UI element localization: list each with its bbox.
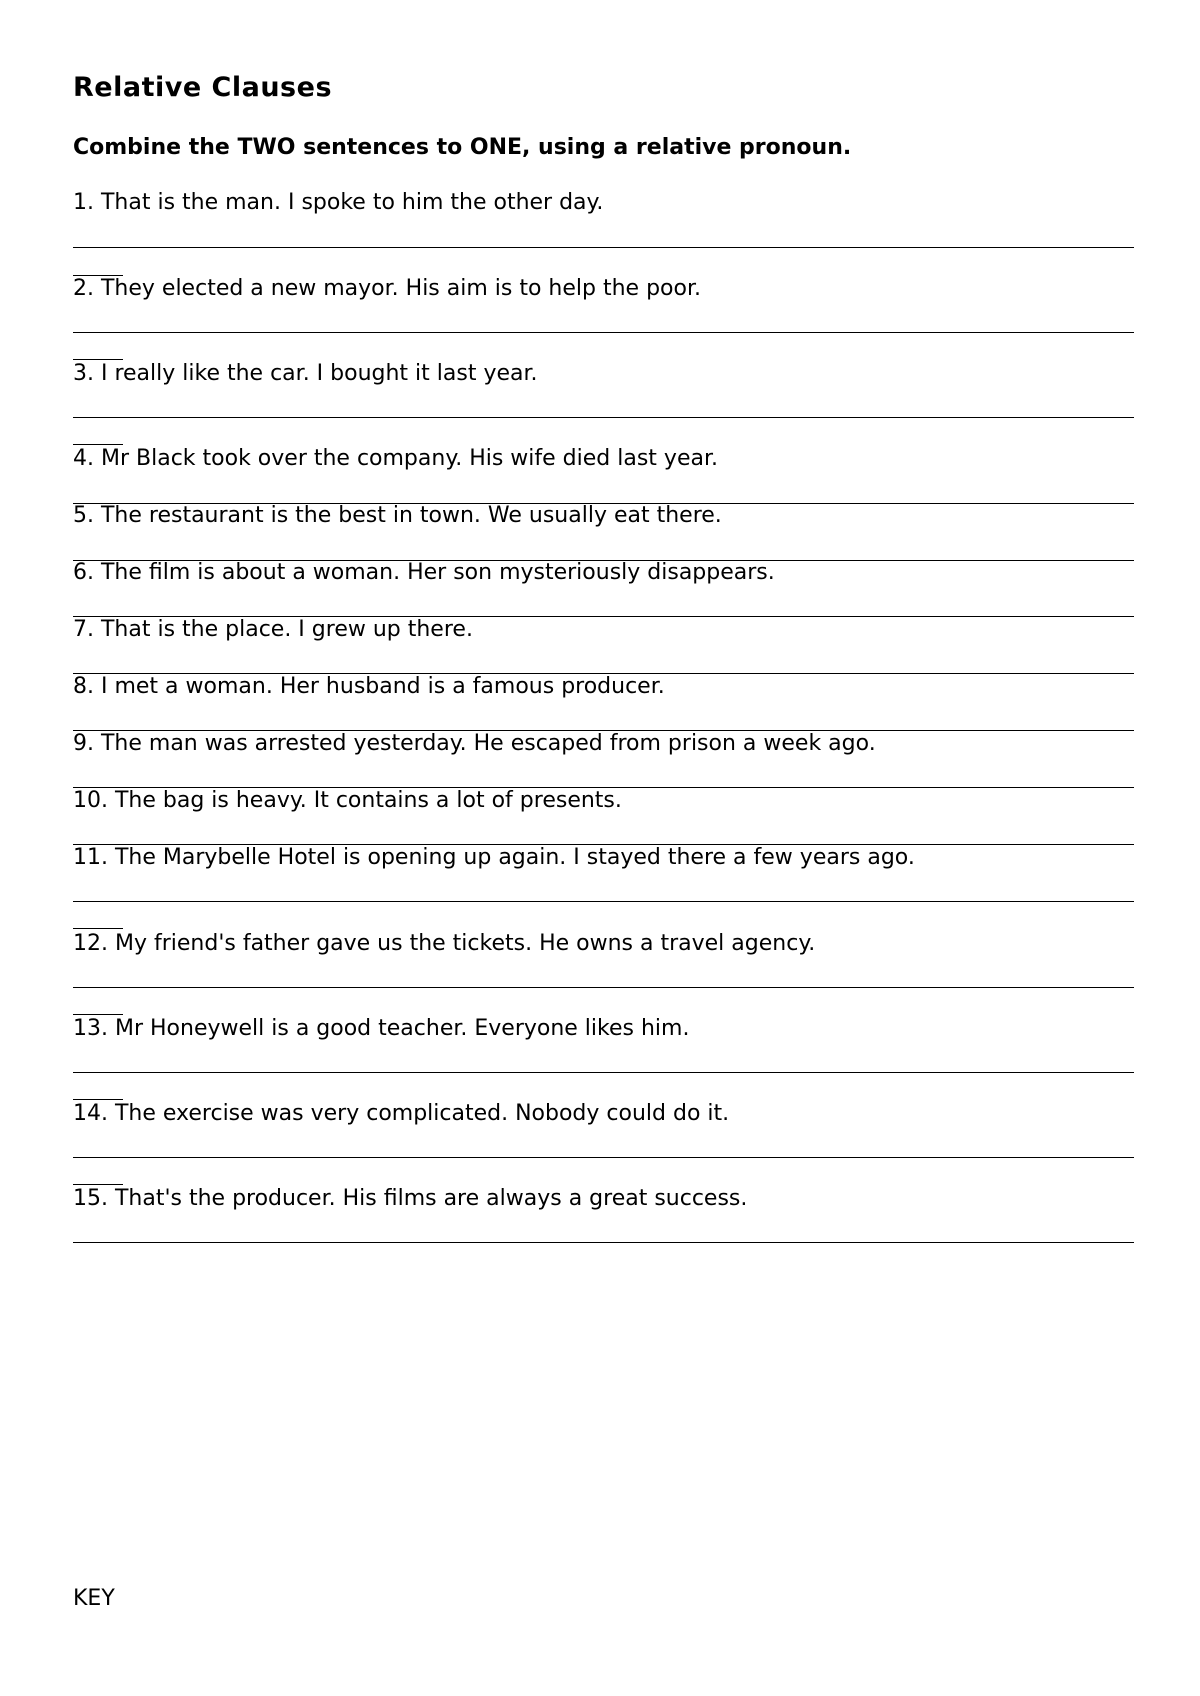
exercise-item-2: 2. They elected a new mayor. His aim is to help the poor. xyxy=(73,276,701,301)
exercise-item-11: 11. The Marybelle Hotel is opening up again. I stayed there a few years ago. xyxy=(73,845,915,870)
answer-line-13[interactable] xyxy=(73,1072,1134,1073)
exercise-item-3: 3. I really like the car. I bought it last year. xyxy=(73,361,538,386)
answer-line-3[interactable] xyxy=(73,417,1134,418)
answer-line-extension-13 xyxy=(73,1099,123,1100)
exercise-item-7: 7. That is the place. I grew up there. xyxy=(73,617,473,642)
key-label: KEY xyxy=(73,1586,115,1611)
answer-line-12[interactable] xyxy=(73,987,1134,988)
exercise-item-13: 13. Mr Honeywell is a good teacher. Everyone likes him. xyxy=(73,1016,690,1041)
exercise-item-4: 4. Mr Black took over the company. His wife died last year. xyxy=(73,446,718,471)
answer-line-extension-11 xyxy=(73,928,123,929)
exercise-item-15: 15. That's the producer. His films are always a great success. xyxy=(73,1186,748,1211)
answer-line-11[interactable] xyxy=(73,901,1134,902)
answer-line-1[interactable] xyxy=(73,247,1134,248)
page-title: Relative Clauses xyxy=(73,72,333,103)
answer-line-14[interactable] xyxy=(73,1157,1134,1158)
answer-line-2[interactable] xyxy=(73,332,1134,333)
exercise-item-14: 14. The exercise was very complicated. Nobody could do it. xyxy=(73,1101,730,1126)
answer-line-extension-12 xyxy=(73,1014,123,1015)
exercise-item-9: 9. The man was arrested yesterday. He escaped from prison a week ago. xyxy=(73,731,876,756)
exercise-item-6: 6. The film is about a woman. Her son mysteriously disappears. xyxy=(73,560,775,585)
answer-line-extension-14 xyxy=(73,1184,123,1185)
answer-line-15[interactable] xyxy=(73,1242,1134,1243)
instruction-text: Combine the TWO sentences to ONE, using a relative pronoun. xyxy=(73,135,852,160)
exercise-item-8: 8. I met a woman. Her husband is a famous producer. xyxy=(73,674,665,699)
answer-line-extension-3 xyxy=(73,444,123,445)
exercise-item-12: 12. My friend's father gave us the tickets. He owns a travel agency. xyxy=(73,931,816,956)
exercise-item-1: 1. That is the man. I spoke to him the other day. xyxy=(73,190,604,215)
answer-line-extension-2 xyxy=(73,359,123,360)
exercise-item-5: 5. The restaurant is the best in town. We usually eat there. xyxy=(73,503,722,528)
exercise-item-10: 10. The bag is heavy. It contains a lot of presents. xyxy=(73,788,622,813)
